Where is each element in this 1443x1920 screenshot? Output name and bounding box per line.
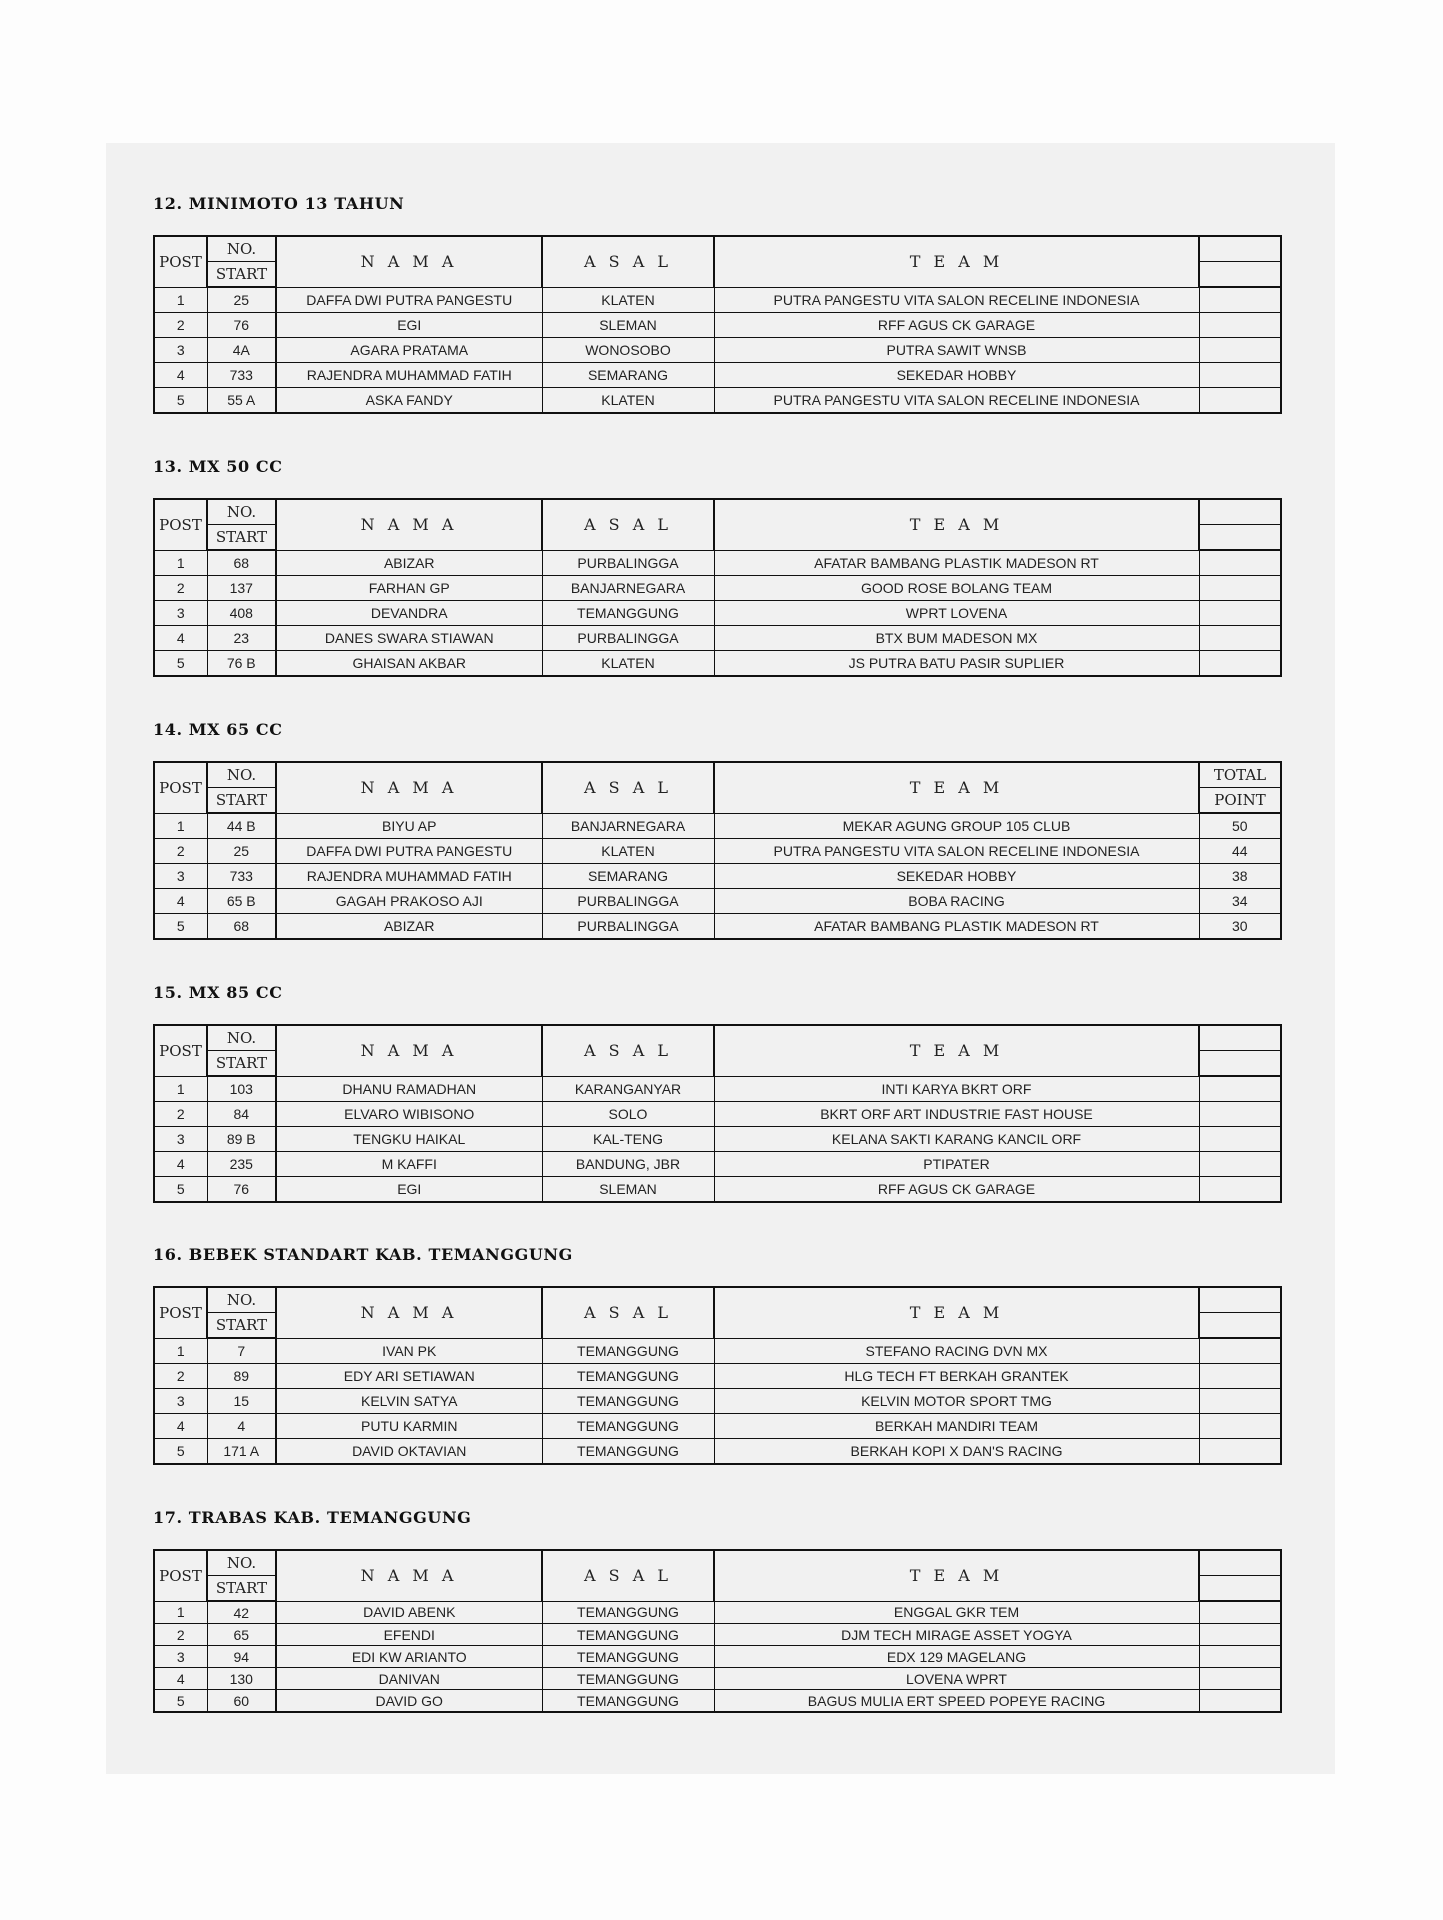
cell-position: 1 xyxy=(154,550,207,576)
cell-team: BERKAH MANDIRI TEAM xyxy=(714,1414,1199,1439)
cell-position: 1 xyxy=(154,1338,207,1364)
table-row xyxy=(154,1127,1281,1152)
cell-origin: KARANGANYAR xyxy=(542,1076,714,1102)
cell-points xyxy=(1199,1601,1281,1624)
cell-team: PUTRA SAWIT WNSB xyxy=(714,338,1199,363)
header-point: POINT xyxy=(1199,788,1281,814)
cell-position: 4 xyxy=(154,1414,207,1439)
header-team: T E A M xyxy=(714,236,1199,287)
cell-rider-name: PUTU KARMIN xyxy=(276,1414,542,1439)
header-asal: A S A L xyxy=(542,1287,714,1338)
table-row xyxy=(154,1152,1281,1177)
cell-team: JS PUTRA BATU PASIR SUPLIER xyxy=(714,651,1199,677)
cell-position: 3 xyxy=(154,601,207,626)
header-no: NO. xyxy=(207,1287,276,1313)
cell-team: BOBA RACING xyxy=(714,889,1199,914)
table-header-row xyxy=(154,1025,1281,1051)
cell-rider-name: DHANU RAMADHAN xyxy=(276,1076,542,1102)
cell-team: HLG TECH FT BERKAH GRANTEK xyxy=(714,1364,1199,1389)
result-section xyxy=(153,1507,1280,1709)
cell-points xyxy=(1199,1102,1281,1127)
cell-rider-name: TENGKU HAIKAL xyxy=(276,1127,542,1152)
cell-origin: SLEMAN xyxy=(542,1177,714,1203)
cell-points xyxy=(1199,363,1281,388)
header-nama: N A M A xyxy=(276,1025,542,1076)
cell-origin: BANJARNEGARA xyxy=(542,813,714,839)
header-total xyxy=(1199,1287,1281,1313)
cell-start-number: 733 xyxy=(207,363,276,388)
cell-team: ENGGAL GKR TEM xyxy=(714,1601,1199,1624)
cell-points xyxy=(1199,601,1281,626)
cell-origin: TEMANGGUNG xyxy=(542,1624,714,1646)
cell-position: 4 xyxy=(154,889,207,914)
cell-start-number: 103 xyxy=(207,1076,276,1102)
cell-origin: PURBALINGGA xyxy=(542,626,714,651)
cell-position: 4 xyxy=(154,1668,207,1690)
cell-start-number: 68 xyxy=(207,550,276,576)
cell-team: KELANA SAKTI KARANG KANCIL ORF xyxy=(714,1127,1199,1152)
cell-start-number: 23 xyxy=(207,626,276,651)
results-table xyxy=(153,498,1282,677)
cell-position: 5 xyxy=(154,651,207,677)
header-team: T E A M xyxy=(714,1550,1199,1601)
cell-points: 30 xyxy=(1199,914,1281,940)
header-nama: N A M A xyxy=(276,1550,542,1601)
header-point xyxy=(1199,525,1281,551)
section-title: 12. MINIMOTO 13 TAHUN xyxy=(153,194,405,213)
table-row xyxy=(154,1690,1281,1713)
header-start: START xyxy=(207,1051,276,1077)
cell-start-number: 408 xyxy=(207,601,276,626)
header-total xyxy=(1199,499,1281,525)
cell-position: 1 xyxy=(154,1601,207,1624)
cell-points xyxy=(1199,550,1281,576)
cell-points xyxy=(1199,1076,1281,1102)
table-header-row xyxy=(154,236,1281,262)
cell-origin: SLEMAN xyxy=(542,313,714,338)
cell-rider-name: DAVID GO xyxy=(276,1690,542,1713)
cell-rider-name: IVAN PK xyxy=(276,1338,542,1364)
cell-team: BERKAH KOPI X DAN'S RACING xyxy=(714,1439,1199,1465)
cell-points xyxy=(1199,626,1281,651)
cell-position: 3 xyxy=(154,864,207,889)
cell-start-number: 4 xyxy=(207,1414,276,1439)
header-post: POST xyxy=(154,1025,207,1076)
cell-position: 2 xyxy=(154,576,207,601)
table-row xyxy=(154,839,1281,864)
cell-start-number: 25 xyxy=(207,839,276,864)
cell-position: 2 xyxy=(154,1102,207,1127)
cell-rider-name: EDI KW ARIANTO xyxy=(276,1646,542,1668)
header-no: NO. xyxy=(207,762,276,788)
header-point xyxy=(1199,1313,1281,1339)
header-asal: A S A L xyxy=(542,236,714,287)
table-row xyxy=(154,1668,1281,1690)
cell-position: 5 xyxy=(154,1177,207,1203)
cell-points xyxy=(1199,338,1281,363)
cell-start-number: 44 B xyxy=(207,813,276,839)
cell-start-number: 94 xyxy=(207,1646,276,1668)
cell-origin: SEMARANG xyxy=(542,363,714,388)
cell-rider-name: M KAFFI xyxy=(276,1152,542,1177)
header-team: T E A M xyxy=(714,1025,1199,1076)
table-row xyxy=(154,1177,1281,1203)
cell-rider-name: DAFFA DWI PUTRA PANGESTU xyxy=(276,839,542,864)
cell-origin: TEMANGGUNG xyxy=(542,1601,714,1624)
cell-start-number: 68 xyxy=(207,914,276,940)
cell-rider-name: ABIZAR xyxy=(276,550,542,576)
cell-team: LOVENA WPRT xyxy=(714,1668,1199,1690)
header-total xyxy=(1199,236,1281,262)
cell-points xyxy=(1199,1439,1281,1465)
cell-rider-name: KELVIN SATYA xyxy=(276,1389,542,1414)
cell-rider-name: EGI xyxy=(276,313,542,338)
table-row xyxy=(154,1646,1281,1668)
cell-team: PTIPATER xyxy=(714,1152,1199,1177)
cell-position: 3 xyxy=(154,1389,207,1414)
cell-origin: TEMANGGUNG xyxy=(542,1439,714,1465)
table-row xyxy=(154,1414,1281,1439)
cell-points xyxy=(1199,1152,1281,1177)
cell-start-number: 235 xyxy=(207,1152,276,1177)
result-section xyxy=(153,719,1280,934)
cell-origin: KLATEN xyxy=(542,388,714,414)
cell-origin: KLATEN xyxy=(542,651,714,677)
header-nama: N A M A xyxy=(276,762,542,813)
cell-start-number: 65 xyxy=(207,1624,276,1646)
cell-start-number: 89 xyxy=(207,1364,276,1389)
table-row xyxy=(154,1076,1281,1102)
cell-points xyxy=(1199,1177,1281,1203)
header-no: NO. xyxy=(207,1550,276,1576)
result-section xyxy=(153,982,1280,1197)
cell-rider-name: ASKA FANDY xyxy=(276,388,542,414)
cell-position: 5 xyxy=(154,388,207,414)
results-table xyxy=(153,235,1282,414)
header-asal: A S A L xyxy=(542,499,714,550)
cell-start-number: 4A xyxy=(207,338,276,363)
cell-start-number: 137 xyxy=(207,576,276,601)
table-row xyxy=(154,651,1281,677)
section-title: 14. MX 65 CC xyxy=(153,720,283,739)
cell-rider-name: DEVANDRA xyxy=(276,601,542,626)
cell-origin: TEMANGGUNG xyxy=(542,601,714,626)
cell-rider-name: DAFFA DWI PUTRA PANGESTU xyxy=(276,287,542,313)
cell-position: 1 xyxy=(154,287,207,313)
cell-position: 4 xyxy=(154,626,207,651)
cell-rider-name: BIYU AP xyxy=(276,813,542,839)
table-row xyxy=(154,914,1281,940)
header-point xyxy=(1199,1576,1281,1602)
cell-rider-name: ELVARO WIBISONO xyxy=(276,1102,542,1127)
cell-position: 1 xyxy=(154,1076,207,1102)
cell-team: WPRT LOVENA xyxy=(714,601,1199,626)
table-row xyxy=(154,1601,1281,1624)
cell-team: PUTRA PANGESTU VITA SALON RECELINE INDONESIA xyxy=(714,388,1199,414)
cell-position: 2 xyxy=(154,1364,207,1389)
header-asal: A S A L xyxy=(542,1550,714,1601)
header-nama: N A M A xyxy=(276,1287,542,1338)
cell-team: EDX 129 MAGELANG xyxy=(714,1646,1199,1668)
cell-team: SEKEDAR HOBBY xyxy=(714,363,1199,388)
result-section xyxy=(153,193,1280,408)
cell-origin: TEMANGGUNG xyxy=(542,1414,714,1439)
header-nama: N A M A xyxy=(276,499,542,550)
cell-rider-name: AGARA PRATAMA xyxy=(276,338,542,363)
cell-position: 3 xyxy=(154,1646,207,1668)
cell-origin: TEMANGGUNG xyxy=(542,1364,714,1389)
cell-start-number: 89 B xyxy=(207,1127,276,1152)
cell-origin: KAL-TENG xyxy=(542,1127,714,1152)
header-total: TOTAL xyxy=(1199,762,1281,788)
table-row xyxy=(154,550,1281,576)
cell-origin: TEMANGGUNG xyxy=(542,1646,714,1668)
header-point xyxy=(1199,1051,1281,1077)
cell-position: 2 xyxy=(154,313,207,338)
cell-position: 5 xyxy=(154,1439,207,1465)
cell-points xyxy=(1199,1338,1281,1364)
table-row xyxy=(154,338,1281,363)
cell-team: KELVIN MOTOR SPORT TMG xyxy=(714,1389,1199,1414)
cell-rider-name: RAJENDRA MUHAMMAD FATIH xyxy=(276,363,542,388)
header-start: START xyxy=(207,1313,276,1339)
cell-points xyxy=(1199,1690,1281,1713)
cell-points xyxy=(1199,388,1281,414)
table-row xyxy=(154,1102,1281,1127)
cell-start-number: 7 xyxy=(207,1338,276,1364)
table-header-row xyxy=(154,762,1281,788)
cell-team: BTX BUM MADESON MX xyxy=(714,626,1199,651)
cell-points: 34 xyxy=(1199,889,1281,914)
section-title: 17. TRABAS KAB. TEMANGGUNG xyxy=(153,1508,472,1527)
table-header-row xyxy=(154,1550,1281,1576)
header-post: POST xyxy=(154,1287,207,1338)
cell-origin: KLATEN xyxy=(542,839,714,864)
cell-start-number: 25 xyxy=(207,287,276,313)
cell-rider-name: GHAISAN AKBAR xyxy=(276,651,542,677)
cell-team: RFF AGUS CK GARAGE xyxy=(714,313,1199,338)
table-header-row xyxy=(154,1287,1281,1313)
cell-points xyxy=(1199,1668,1281,1690)
table-row xyxy=(154,363,1281,388)
table-row xyxy=(154,1389,1281,1414)
cell-start-number: 84 xyxy=(207,1102,276,1127)
cell-rider-name: EFENDI xyxy=(276,1624,542,1646)
section-title: 16. BEBEK STANDART KAB. TEMANGGUNG xyxy=(153,1245,573,1264)
cell-origin: WONOSOBO xyxy=(542,338,714,363)
header-no: NO. xyxy=(207,1025,276,1051)
results-table xyxy=(153,761,1282,940)
cell-start-number: 65 B xyxy=(207,889,276,914)
table-row xyxy=(154,1439,1281,1465)
table-row xyxy=(154,576,1281,601)
section-title: 15. MX 85 CC xyxy=(153,983,283,1002)
cell-origin: PURBALINGGA xyxy=(542,889,714,914)
cell-rider-name: EGI xyxy=(276,1177,542,1203)
cell-origin: BANDUNG, JBR xyxy=(542,1152,714,1177)
cell-team: SEKEDAR HOBBY xyxy=(714,864,1199,889)
cell-rider-name: GAGAH PRAKOSO AJI xyxy=(276,889,542,914)
cell-origin: KLATEN xyxy=(542,287,714,313)
table-row xyxy=(154,287,1281,313)
cell-points xyxy=(1199,1364,1281,1389)
cell-position: 4 xyxy=(154,1152,207,1177)
table-row xyxy=(154,864,1281,889)
cell-origin: SOLO xyxy=(542,1102,714,1127)
cell-team: BAGUS MULIA ERT SPEED POPEYE RACING xyxy=(714,1690,1199,1713)
results-table xyxy=(153,1286,1282,1465)
cell-position: 3 xyxy=(154,338,207,363)
header-asal: A S A L xyxy=(542,1025,714,1076)
cell-team: PUTRA PANGESTU VITA SALON RECELINE INDONESIA xyxy=(714,287,1199,313)
header-post: POST xyxy=(154,499,207,550)
header-no: NO. xyxy=(207,236,276,262)
cell-team: INTI KARYA BKRT ORF xyxy=(714,1076,1199,1102)
cell-rider-name: DAVID ABENK xyxy=(276,1601,542,1624)
table-row xyxy=(154,1624,1281,1646)
cell-rider-name: EDY ARI SETIAWAN xyxy=(276,1364,542,1389)
cell-rider-name: DANES SWARA STIAWAN xyxy=(276,626,542,651)
section-title: 13. MX 50 CC xyxy=(153,457,283,476)
cell-team: DJM TECH MIRAGE ASSET YOGYA xyxy=(714,1624,1199,1646)
cell-points xyxy=(1199,1646,1281,1668)
cell-start-number: 171 A xyxy=(207,1439,276,1465)
cell-origin: TEMANGGUNG xyxy=(542,1338,714,1364)
cell-team: PUTRA PANGESTU VITA SALON RECELINE INDONESIA xyxy=(714,839,1199,864)
cell-origin: TEMANGGUNG xyxy=(542,1668,714,1690)
cell-position: 5 xyxy=(154,1690,207,1713)
cell-points xyxy=(1199,313,1281,338)
cell-points xyxy=(1199,1389,1281,1414)
result-section xyxy=(153,1244,1280,1459)
table-row xyxy=(154,313,1281,338)
cell-position: 3 xyxy=(154,1127,207,1152)
cell-start-number: 76 xyxy=(207,313,276,338)
header-total xyxy=(1199,1025,1281,1051)
cell-origin: PURBALINGGA xyxy=(542,914,714,940)
table-row xyxy=(154,813,1281,839)
cell-rider-name: DANIVAN xyxy=(276,1668,542,1690)
cell-origin: SEMARANG xyxy=(542,864,714,889)
table-row xyxy=(154,889,1281,914)
cell-team: BKRT ORF ART INDUSTRIE FAST HOUSE xyxy=(714,1102,1199,1127)
cell-origin: PURBALINGGA xyxy=(542,550,714,576)
table-row xyxy=(154,1338,1281,1364)
header-nama: N A M A xyxy=(276,236,542,287)
cell-points xyxy=(1199,1414,1281,1439)
table-row xyxy=(154,1364,1281,1389)
cell-start-number: 76 xyxy=(207,1177,276,1203)
header-start: START xyxy=(207,262,276,288)
cell-points: 38 xyxy=(1199,864,1281,889)
header-total xyxy=(1199,1550,1281,1576)
cell-points xyxy=(1199,576,1281,601)
cell-team: RFF AGUS CK GARAGE xyxy=(714,1177,1199,1203)
cell-rider-name: FARHAN GP xyxy=(276,576,542,601)
cell-points: 50 xyxy=(1199,813,1281,839)
cell-position: 1 xyxy=(154,813,207,839)
cell-start-number: 42 xyxy=(207,1601,276,1624)
header-post: POST xyxy=(154,1550,207,1601)
table-header-row xyxy=(154,499,1281,525)
cell-rider-name: DAVID OKTAVIAN xyxy=(276,1439,542,1465)
cell-rider-name: RAJENDRA MUHAMMAD FATIH xyxy=(276,864,542,889)
cell-points: 44 xyxy=(1199,839,1281,864)
table-row xyxy=(154,626,1281,651)
cell-points xyxy=(1199,287,1281,313)
cell-points xyxy=(1199,651,1281,677)
cell-position: 4 xyxy=(154,363,207,388)
cell-start-number: 60 xyxy=(207,1690,276,1713)
header-asal: A S A L xyxy=(542,762,714,813)
cell-position: 2 xyxy=(154,839,207,864)
cell-points xyxy=(1199,1127,1281,1152)
cell-origin: TEMANGGUNG xyxy=(542,1690,714,1713)
cell-team: AFATAR BAMBANG PLASTIK MADESON RT xyxy=(714,914,1199,940)
header-point xyxy=(1199,262,1281,288)
header-team: T E A M xyxy=(714,762,1199,813)
header-team: T E A M xyxy=(714,499,1199,550)
cell-team: AFATAR BAMBANG PLASTIK MADESON RT xyxy=(714,550,1199,576)
cell-origin: BANJARNEGARA xyxy=(542,576,714,601)
cell-points xyxy=(1199,1624,1281,1646)
table-row xyxy=(154,388,1281,414)
header-team: T E A M xyxy=(714,1287,1199,1338)
results-table xyxy=(153,1549,1282,1713)
cell-start-number: 733 xyxy=(207,864,276,889)
cell-start-number: 130 xyxy=(207,1668,276,1690)
header-start: START xyxy=(207,525,276,551)
table-row xyxy=(154,601,1281,626)
cell-team: MEKAR AGUNG GROUP 105 CLUB xyxy=(714,813,1199,839)
header-no: NO. xyxy=(207,499,276,525)
results-table xyxy=(153,1024,1282,1203)
cell-team: STEFANO RACING DVN MX xyxy=(714,1338,1199,1364)
cell-start-number: 76 B xyxy=(207,651,276,677)
cell-start-number: 15 xyxy=(207,1389,276,1414)
cell-position: 5 xyxy=(154,914,207,940)
cell-position: 2 xyxy=(154,1624,207,1646)
header-start: START xyxy=(207,1576,276,1602)
header-post: POST xyxy=(154,762,207,813)
cell-rider-name: ABIZAR xyxy=(276,914,542,940)
cell-origin: TEMANGGUNG xyxy=(542,1389,714,1414)
cell-team: GOOD ROSE BOLANG TEAM xyxy=(714,576,1199,601)
result-section xyxy=(153,456,1280,671)
header-post: POST xyxy=(154,236,207,287)
cell-start-number: 55 A xyxy=(207,388,276,414)
header-start: START xyxy=(207,788,276,814)
